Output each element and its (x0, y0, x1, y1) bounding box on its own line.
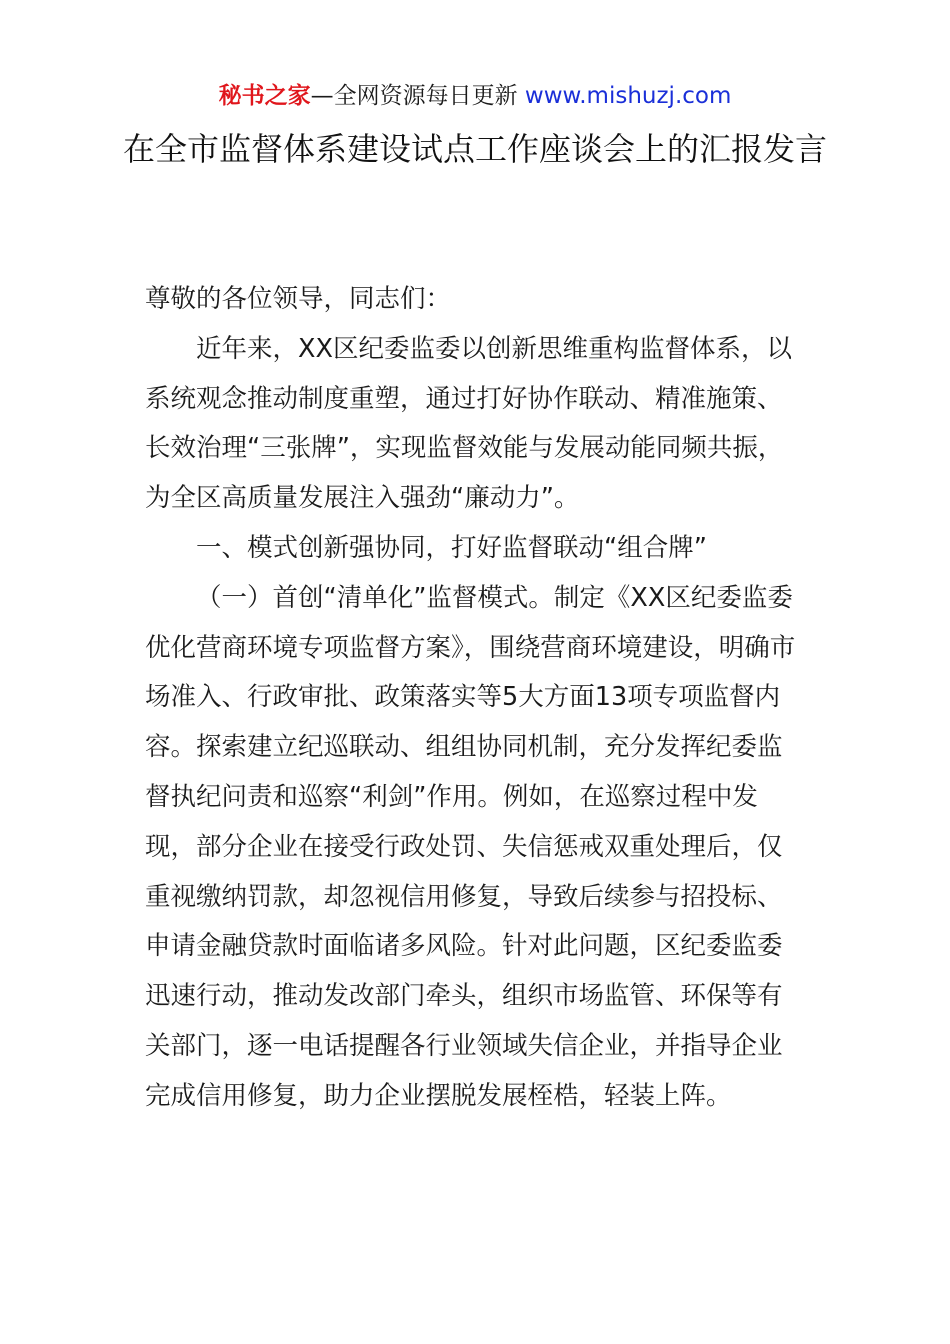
document-title: 在全市监督体系建设试点工作座谈会上的汇报发言 (122, 130, 827, 168)
document-body (145, 275, 805, 1122)
salutation: 尊敬的各位领导，同志们： (145, 284, 452, 314)
header-tagline: —全网资源每日更新 (310, 83, 525, 109)
site-url: www.mishuzj.com (524, 83, 732, 109)
site-header (0, 80, 950, 112)
intro-paragraph: 近年来，XX区纪委监委以创新思维重构监督体系，以系统观念推动制度重塑，通过打好协作联动、精准施策、长效治理“三张牌”，实现监督效能与发展动能同频共振，为全区高质量发展注入强劲“廉动力”。 (145, 333, 792, 514)
section-item-paragraph: （一）首创“清单化”监督模式。制定《XX区纪委监委优化营商环境专项监督方案》，围绕营商环境建设，明确市场准入、行政审批、政策落实等5大方面13项专项监督内容。探索建立纪巡联动、组组协同机制，充分发挥纪委监督执纪问责和巡察“利剑”作用。例如，在巡察过程中发现，部分企业在接受行政处罚、失信惩戒双重处理后，仅重视缴纳罚款，却忽视信用修复，导致后续参与招投标、申请金融贷款时面临诸多风险。针对此问题，区纪委监委迅速行动，推动发改部门牵头，组织市场监管、环保等有关部门，逐一电话提醒各行业领域失信企业，并指导企业完成信用修复，助力企业摆脱发展桎梏，轻装上阵。 (145, 582, 796, 1111)
section-heading: 一、模式创新强协同，打好监督联动“组合牌” (196, 532, 707, 563)
brand-name: 秘书之家 (218, 83, 311, 109)
